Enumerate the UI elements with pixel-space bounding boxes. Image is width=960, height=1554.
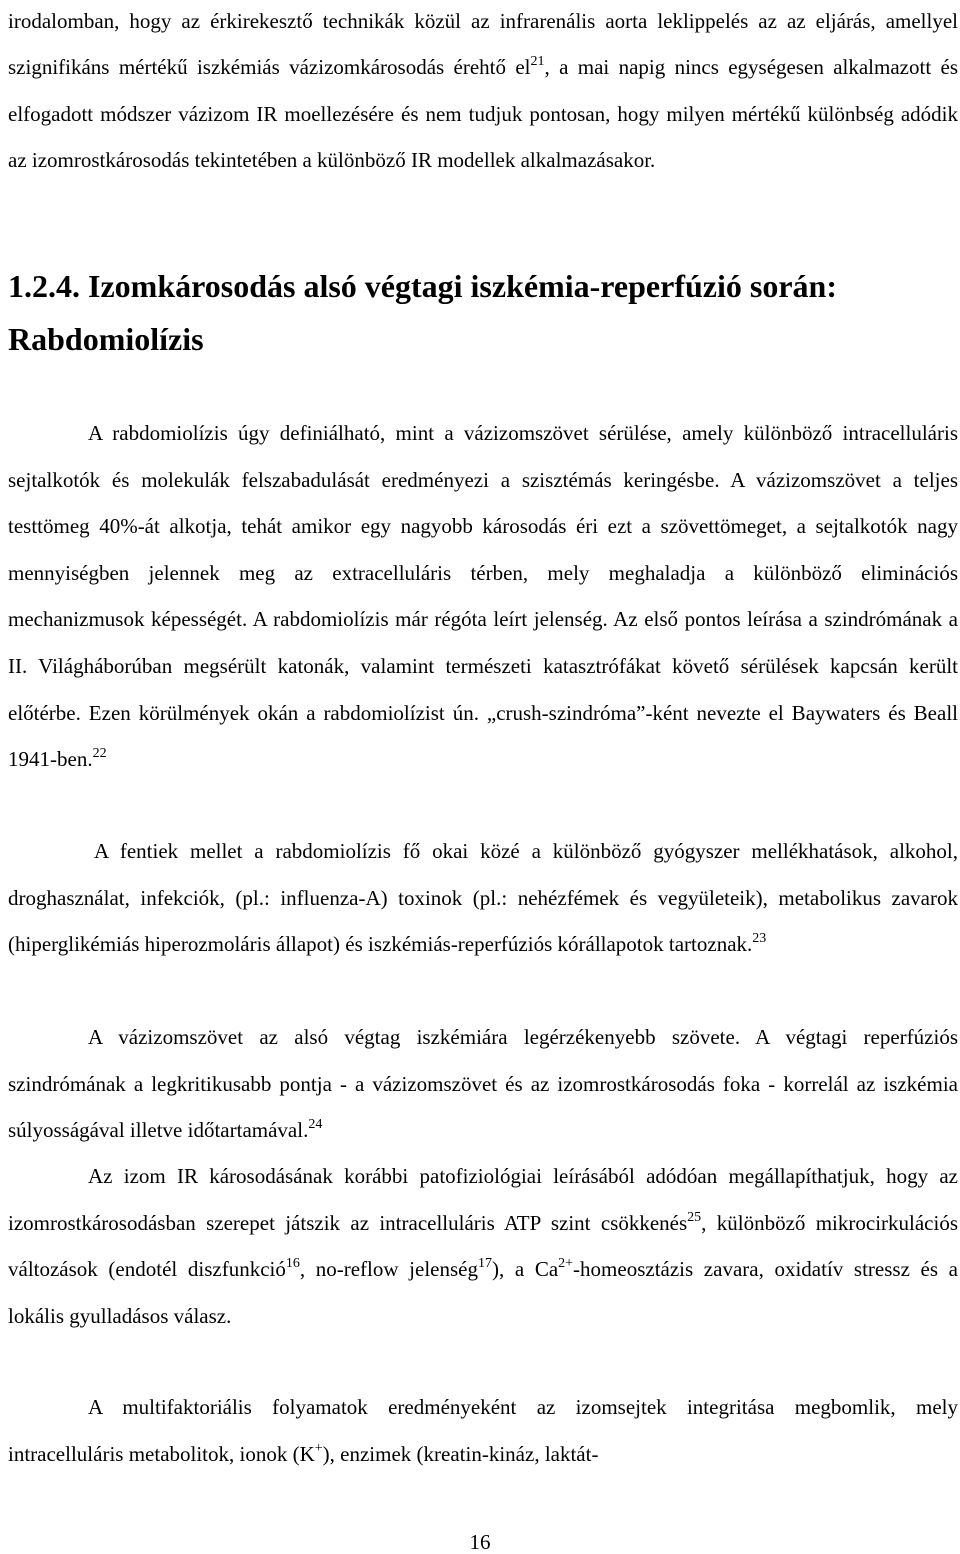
paragraph-sensitivity xyxy=(8,1014,958,1154)
paragraph-text: A fentiek mellet a rabdomiolízis fő okai közé a különböző gyógyszer mellékhatások, alkohol, droghasználat, infekciók, (pl.: influenza-A) toxinok (pl.: nehézfémek és vegyületeik), metabolikus zavarok (hiperglikémiás hiperozmoláris állapot) és iszkémiás-reperfúziós kórállapotok tartoznak. xyxy=(8,839,958,957)
citation-ref: 17 xyxy=(477,1256,492,1272)
paragraph-text: , különböző mikrocirkulációs változások (endotél diszfunkció xyxy=(8,1210,959,1282)
paragraph-text: ), enzimek (kreatin-kináz, laktát- xyxy=(322,1441,599,1466)
paragraph-text: , no-reflow jelenség xyxy=(299,1257,478,1282)
section-number: 1.2.4. xyxy=(8,268,80,304)
paragraph-intro-continued xyxy=(8,0,958,184)
citation-ref: 25 xyxy=(687,1209,702,1225)
paragraph-text: A multifaktoriális folyamatok eredményeként az izomsejtek integritása megbomlik, mely intracelluláris metabolitok, ionok (K xyxy=(8,1395,958,1466)
section-title-line2: Rabdomiolízis xyxy=(8,321,204,357)
paragraph-multifactorial xyxy=(8,1384,958,1477)
page-number: 16 xyxy=(469,1530,491,1554)
section-heading xyxy=(8,260,958,366)
paragraph-text: , a mai napig nincs egységesen alkalmazott és elfogadott módszer vázizom IR moellezésére és nem tudjuk pontosan, hogy milyen mértékű különbség adódik az izomrostkárosodás tekintetében a különböző IR modellek alkalmazásakor. xyxy=(8,55,958,173)
paragraph-pathophysiology xyxy=(8,1153,958,1339)
ion-charge: 2+ xyxy=(558,1256,574,1272)
paragraph-text: A rabdomiolízis úgy definiálható, mint a vázizomszövet sérülése, amely különböző intracelluláris sejtalkotók és molekulák felszabadulását eredményezi a szisztémás keringésbe. A vázizomszövet a teljes testtömeg 40%-át alkotja, tehát amikor egy nagyobb károsodás éri ezt a szövettömeget, a sejtalkotók nagy mennyiségben jelennek meg az extracelluláris térben, mely meghaladja a különböző eliminációs mechanizmusok képességét. A rabdomiolízis már régóta leírt jelenség. Az első pontos leírása a szindrómának a II. Világháborúban megsérült katonák, valamint természeti katasztrófákat követő sérülések kapcsán került előtérbe. Ezen körülmények okán a rabdomiolízist ún. „crush-szindróma”-ként nevezte el Baywaters és Beall 1941-ben. xyxy=(8,421,958,772)
ion-charge: + xyxy=(314,1440,323,1456)
citation-ref: 23 xyxy=(752,931,767,947)
paragraph-causes xyxy=(8,828,958,968)
citation-ref: 16 xyxy=(285,1256,300,1272)
paragraph-rhabdomyolysis-definition xyxy=(8,410,958,783)
paragraph-text: A vázizomszövet az alsó végtag iszkémiára legérzékenyebb szövete. A végtagi reperfúziós szindrómának a legkritikusabb pontja - a vázizomszövet és az izomrostkárosodás foka - korrelál az iszkémia súlyosságával illetve időtartamával. xyxy=(8,1025,958,1143)
paragraph-text: irodalomban, hogy az érkirekesztő technikák közül az infrarenális aorta leklippelés az az eljárás, amellyel szignifikáns mértékű iszkémiás vázizomkárosodás érehtő el xyxy=(8,9,958,80)
paragraph-text: ), a Ca xyxy=(491,1257,559,1282)
section-title-line1: Izomkárosodás alsó végtagi iszkémia-reperfúzió során: xyxy=(88,268,837,304)
paragraph-text: -homeosztázis zavara, oxidatív stressz és a lokális gyulladásos válasz. xyxy=(8,1257,958,1328)
citation-ref: 21 xyxy=(530,54,545,70)
citation-ref: 22 xyxy=(92,746,107,762)
paragraph-text: Az izom IR károsodásának korábbi patofiziológiai leírásából adódóan megállapíthatjuk, hogy az izomrostkárosodásban szerepet játszik az intracelluláris ATP szint csökkenés xyxy=(8,1164,958,1235)
citation-ref: 24 xyxy=(308,1117,323,1133)
